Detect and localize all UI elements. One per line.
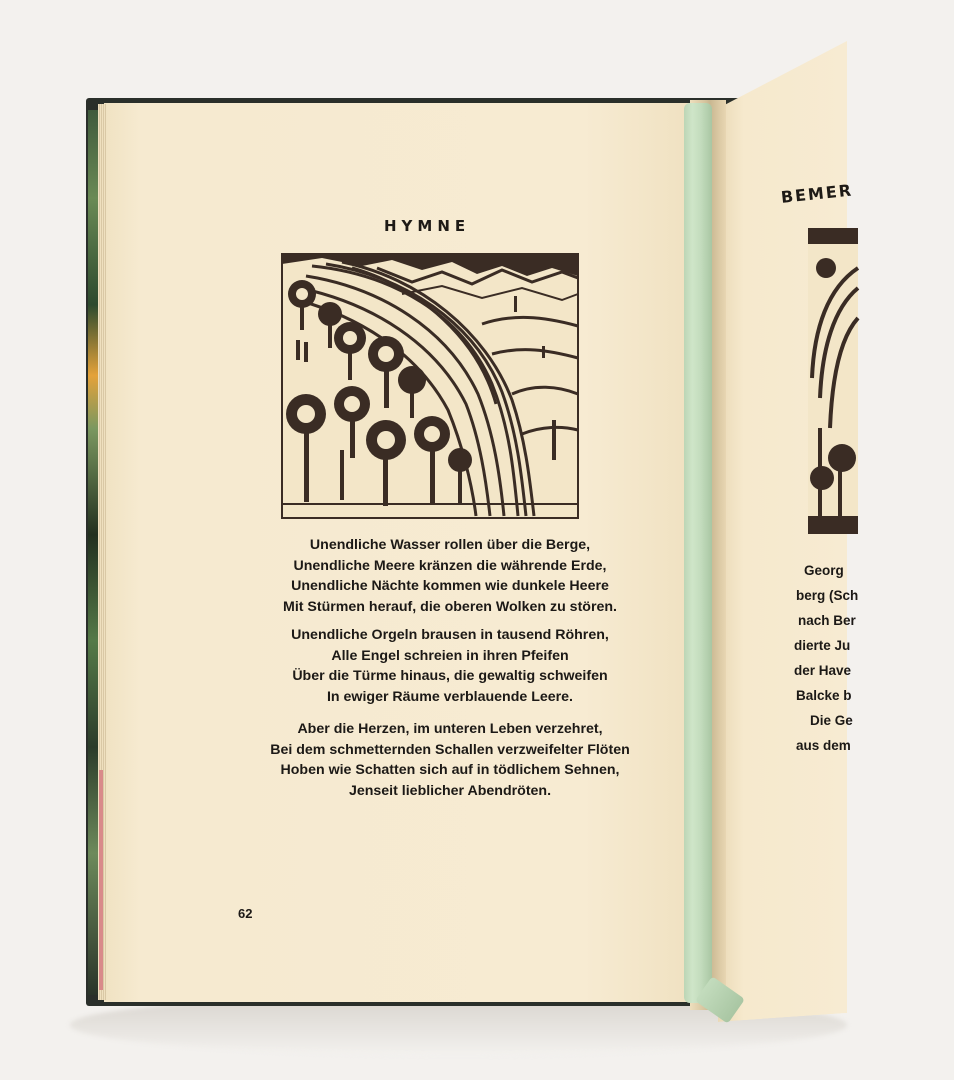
text-line: nach Ber (798, 613, 856, 628)
right-page-title: BEMER (780, 180, 854, 207)
text-line: berg (Sch (796, 588, 859, 603)
text-line: Die Ge (810, 713, 853, 728)
page-number: 62 (238, 906, 253, 921)
poem-stanza-1 (200, 535, 700, 617)
poem-title: HYMNE (384, 217, 471, 235)
poem-line: In ewiger Räume verblauende Leere. (326, 688, 573, 705)
poem-line: Unendliche Meere kränzen die währende Erde, (293, 557, 607, 574)
text-line: Georg (804, 563, 844, 578)
pink-page-edge (99, 770, 103, 990)
right-page-text (794, 558, 954, 758)
poem-line: Unendliche Nächte kommen wie dunkele Heere (291, 578, 609, 595)
poem-line: Unendliche Orgeln brausen in tausend Röhren, (291, 627, 609, 643)
right-page-content (722, 150, 859, 770)
landscape-waterfall-woodcut-icon (282, 254, 578, 518)
text-line: der Have (794, 663, 852, 678)
poem-line: Alle Engel schreien in ihren Pfeifen (331, 647, 569, 664)
poem-line: Aber die Herzen, im unteren Leben verzehret, (297, 721, 603, 737)
poem-line: Bei dem schmetternden Schallen verzweifelter Flöten (270, 741, 630, 758)
poem-line: Mit Stürmen herauf, die oberen Wolken zu stören. (283, 598, 617, 615)
text-line: dierte Ju (794, 638, 851, 653)
poem-line: Hoben wie Schatten sich auf in tödlichem Sehnen, (280, 762, 620, 779)
poem-stanza-3 (200, 719, 700, 801)
text-line: aus dem (796, 738, 851, 753)
poem-line: Jenseit lieblicher Abendröten. (348, 782, 552, 799)
partial-woodcut-icon (808, 228, 858, 534)
text-line: Balcke b (796, 688, 852, 703)
poem-line: Unendliche Wasser rollen über die Berge, (309, 537, 591, 553)
poem-line: Über die Türme hinaus, die gewaltig schweifen (292, 668, 608, 685)
poem-stanza-2 (200, 625, 700, 707)
